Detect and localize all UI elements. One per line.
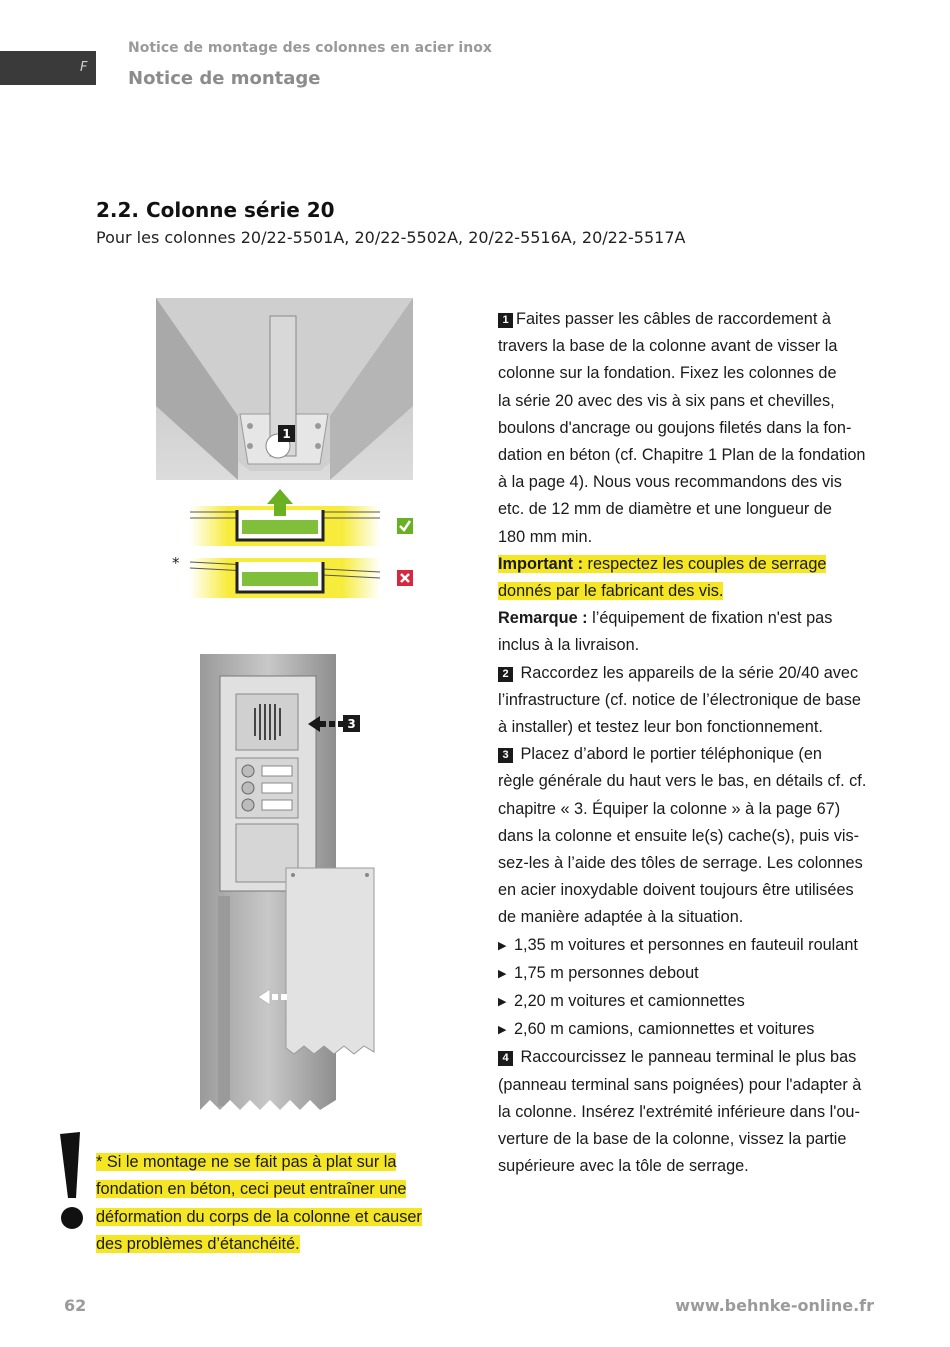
step-3-badge: 3 bbox=[498, 748, 513, 763]
level-incorrect bbox=[190, 558, 413, 598]
callout-3: 3 bbox=[347, 717, 356, 731]
list-item: ▶ 2,60 m camions, camionnettes et voitures bbox=[498, 1020, 815, 1039]
list-item: ▶ 1,35 m voitures et personnes en fauteuil roulant bbox=[498, 935, 858, 954]
header-title: Notice de montage bbox=[128, 68, 321, 89]
section-subtitle: Pour les colonnes 20/22-5501A, 20/22-5502A, 20/22-5516A, 20/22-5517A bbox=[96, 228, 686, 247]
step-2-badge: 2 bbox=[498, 667, 513, 682]
language-tab bbox=[0, 51, 96, 85]
list-item: ▶ 1,75 m personnes debout bbox=[498, 963, 699, 982]
important-note: Important : respectez les couples de serrage bbox=[498, 554, 827, 573]
callout-1: 1 bbox=[282, 427, 291, 441]
column-base-view bbox=[156, 298, 413, 480]
header-subtitle: Notice de montage des colonnes en acier inox bbox=[128, 40, 492, 56]
page-number: 62 bbox=[64, 1296, 87, 1315]
step-4-badge: 4 bbox=[498, 1051, 513, 1066]
section-title: 2.2. Colonne série 20 bbox=[96, 198, 335, 222]
instructions-text: 1 Faites passer les câbles de raccordement à travers la base de la colonne avant de visser la colonne sur la fondation. Fixez les colonnes de la série 20 avec des vis à six pans et chevilles, boulons d'ancrage ou goujons filetés dans la fon- dation en béton (cf. Chapitre 1 Plan de la fondation à la page 4). Nous vous recommandons des vis etc. de 12 mm de diamètre et une longueur de 180 mm min. Important : respectez les couples de serrage donnés par le fabricant des vis. Remarque : l’équipement de fixation n'est pas inclus à la livraison. 2 Raccordez les appareils de la série 20/40 avec l’infrastructure (cf. notice de l’électronique de base à installer) et testez leur bon fonctionnement. 3 Placez d’abord le portier téléphonique (en règle générale du haut vers le bas, en détails cf. cf. chapitre « 3. Équiper la colonne » à la page 67) dans la colonne et ensuite le(s) cache(s), puis vis- sez-les à l’aide des tôles de serrage. Les colonnes en acier inoxydable doivent toujours être utilisées de manière adaptée à la situation. ▶ 1,35 m voitures et personnes en fauteuil roulant ▶ 1,75 m personnes debout ▶ 2,20 m voitures et camionnettes ▶ 2,60 m camions, camionnettes et voitures 4 Raccourcissez le panneau terminal le plus bas (panneau terminal sans poignées) pour l'adapter à la colonne. Insérez l'extrémité inférieure dans l'ou- verture de la base de la colonne, vissez la partie supérieure avec la tôle de serrage. bbox=[498, 306, 878, 1181]
footer-url[interactable]: www.behnke-online.fr bbox=[675, 1296, 874, 1315]
list-item: ▶ 2,20 m voitures et camionnettes bbox=[498, 992, 745, 1011]
warning-note: * Si le montage ne se fait pas à plat sur la fondation en béton, ceci peut entraîner une déformation du corps de la colonne et causer des problèmes d’étanchéité. bbox=[96, 1153, 422, 1254]
warning-exclamation-icon bbox=[58, 1132, 90, 1232]
remark-note: Remarque : l’équipement de fixation n'est pas bbox=[498, 609, 833, 628]
asterisk-marker: * bbox=[172, 554, 180, 572]
level-correct bbox=[190, 489, 413, 546]
step-1-badge: 1 bbox=[498, 313, 513, 328]
installation-illustration bbox=[150, 296, 470, 1126]
language-code: F bbox=[80, 60, 88, 75]
